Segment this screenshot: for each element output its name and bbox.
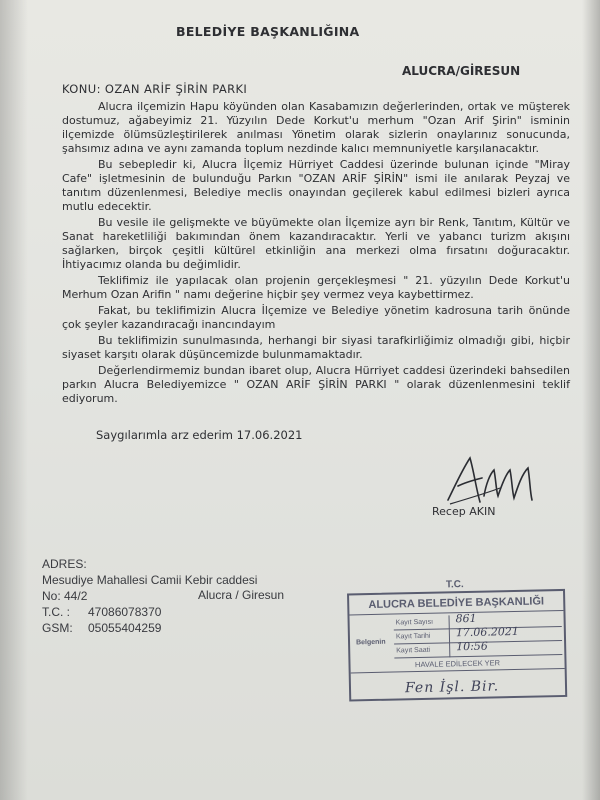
address-line-1: Mesudiye Mahallesi Camii Kebir caddesi <box>42 573 258 587</box>
stamp-field-value: 17.06.2021 <box>455 624 519 640</box>
gsm-row <box>42 620 257 636</box>
address-line-2: No: 44/2 <box>42 589 88 603</box>
stamp-top-text: T.C. <box>445 579 464 591</box>
registration-stamp <box>345 576 589 701</box>
body-paragraph-2: Bu sebepledir ki, Alucra İlçemiz Hürriyet Caddesi üzerinde bulunan içinde "Miray Cafe" işletmesinin de bulunduğu Parkın "OZAN ARİF ŞİRİN" ismi ile anılarak Peyzaj ve tanıtım düzenlenmesi, Belediye meclis onayından geçilerek kabul edilmesi bizleri ayrıca mutlu edecektir. <box>62 158 570 213</box>
stamp-header: ALUCRA BELEDİYE BAŞKANLIĞI <box>349 591 563 615</box>
stamp-frame <box>347 589 567 702</box>
page-shadow-left <box>0 0 28 800</box>
stamp-field-label: Kayıt Tarihi <box>394 629 450 644</box>
body-paragraph-7: Değerlendirmemiz bundan ibaret olup, Alucra Hürriyet caddesi üzerindeki bahsedilen parkın Alucra Belediyemizce " OZAN ARİF ŞİRİN PARKI " olarak düzenlenmesini teklif ediyorum. <box>62 364 570 405</box>
document-body <box>62 100 570 408</box>
document-title: BELEDİYE BAŞKANLIĞINA <box>176 24 360 39</box>
tc-value: 47086078370 <box>88 605 162 619</box>
tc-label: T.C. : <box>42 605 71 619</box>
body-paragraph-5: Fakat, bu teklifimizin Alucra İlçemize ve Belediye yönetim kadrosuna tarih önünde çok şeyler kazandıracağı inancındayım <box>62 304 570 331</box>
stamp-handwritten-note: Fen İşl. Bir. <box>404 678 500 697</box>
address-city: Alucra / Giresun <box>198 588 285 602</box>
stamp-field-label: Kayıt Saati <box>394 643 450 658</box>
stamp-fields <box>394 613 563 659</box>
gsm-label: GSM: <box>42 621 73 635</box>
stamp-row <box>394 641 562 659</box>
stamp-havale-label: HAVALE EDİLECEK YER <box>350 657 564 673</box>
gsm-value: 05055404259 <box>88 621 162 635</box>
signer-name: Recep AKIN <box>432 505 496 518</box>
body-paragraph-3: Bu vesile ile gelişmekte ve büyümekte olan İlçemize ayrı bir Renk, Tanıtım, Kültür ve Sanat hareketliliği bakımından önem kazandıracaktır. Yerli ve yabancı turizm akışını sağlarken, birçok çeşitli kültürel etkinliğin ana merkezi olma fırsatını doğuracaktır. İhtiyacımız olanda bu değimlidir. <box>62 216 570 271</box>
closing-line: Saygılarımla arz ederim 17.06.2021 <box>96 428 303 442</box>
stamp-field-value: 10:56 <box>456 639 488 654</box>
stamp-field-value: 861 <box>455 611 477 626</box>
body-paragraph-6: Bu teklifimizin sunulmasında, herhangi bir siyasi tarafkirliğimiz olmadığı gibi, hiçbir siyaset karşıtı olarak düşüncemizde bulunmamaktadır. <box>62 334 570 361</box>
stamp-side-label: Belgenin <box>355 638 386 647</box>
stamp-field-label: Kayıt Sayısı <box>394 615 450 630</box>
tc-number-row <box>42 604 257 620</box>
body-paragraph-1: Alucra ilçemizin Hapu köyünden olan Kasabamızın değerlerinden, ortak ve müşterek dostumuz, ağabeyimiz 21. Yüzyılın Dede Korkut'u merhum "Ozan Arif Şirin" isminin ilçemizde ölümsüzleştirilerek anılması Yönetim olarak sizlerin onaylarınız sonucunda, şahsımız adına ve aynı zamanda toplum nezdinde kalıcı memnuniyetle karşılanacaktır. <box>62 100 570 155</box>
document-location: ALUCRA/GİRESUN <box>402 64 521 78</box>
handwritten-signature <box>440 448 550 510</box>
document-subject: KONU: OZAN ARİF ŞİRİN PARKI <box>62 82 248 96</box>
body-paragraph-4: Teklifimiz ile yapılacak olan projenin gerçekleşmesi " 21. yüzyılın Dede Korkut'u Merhum Ozan Arifin " namı değerine hiçbir şey vermez veya kaybettirmez. <box>62 274 570 301</box>
address-heading: ADRES: <box>42 557 87 571</box>
